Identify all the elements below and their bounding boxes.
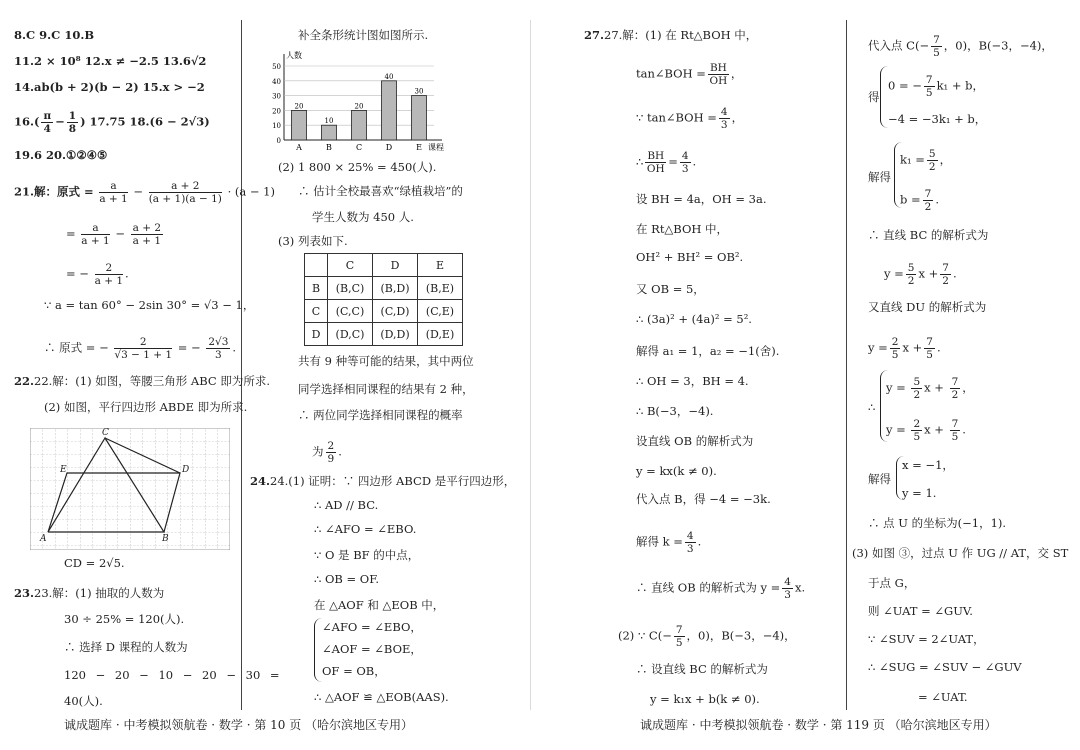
q22-line2: (2) 如图，平行四边形 ABDE 即为所求. [44,400,248,414]
bar-value-D: 40 [384,72,394,81]
s27-r5: ∴ (3a)² + (4a)² = 5². [636,312,752,326]
bar-E [412,96,427,140]
s27-r15: ∴ 设直线 BC 的解析式为 [636,662,768,676]
label-B: B [162,534,169,544]
eq1: 0 = − $\frac{7}{5}$ k₁ + b， [888,74,984,99]
label-D: D [182,465,190,475]
s27-r7: ∴ OH = 3，BH = 4. [636,374,749,388]
footer-right: 诚成题库 · 中考模拟领航卷 · 数学 · 第 119 页 （哈尔滨地区专用） [640,718,997,732]
answers-11-13: 11.2 × 10⁸ 12.x ≠ −2.5 13.6√2 [14,54,207,68]
ratio: ∴ $\frac{BH}{OH}$ = $\frac{4}{3}$ . [636,150,697,175]
x-value: x = −1， [902,458,954,472]
label-A: A [40,534,47,544]
q21-line3: = − $\frac{2}{a + 1}$ . [66,262,129,287]
de: 得 [868,90,880,104]
bc-equation: y = $\frac{5}{2}$ x + $\frac{7}{2}$ . [884,262,957,287]
answers-14-15: 14.ab(b + 2)(b − 2) 15.x > −2 [14,80,205,94]
outcome-table: C D E B (B,C) (B,D) (B,E) C (C,C) (C,D) (C,E) D (D,C) (D,D) (D,E) [304,253,463,346]
solve-label-1: 解得 [868,170,891,184]
bar-B [322,125,337,140]
q23-line1: 23.23.解：(1) 抽取的人数为 [14,586,165,600]
grid-figure [30,428,230,550]
sys-eq2: y = $\frac{2}{5}$ x + $\frac{7}{5}$ . [886,418,966,443]
s27-r13: ∴ 直线 OB 的解析式为 y = $\frac{4}{3}$ x. [636,576,806,601]
u-coords: ∴ 点 U 的坐标为(−1，1). [868,516,1007,530]
cd-length: CD = 2√5. [64,556,125,570]
result-line2: 同学选择相同课程的结果有 2 种， [298,382,474,396]
sys-1: ∠AFO = ∠EBO， [322,620,422,634]
q21-line1: 21.解：原式 = $\frac{a}{a + 1}$ − $\frac{a + 2}{(a + 1)(a - 1)}$ · (a − 1) [14,180,275,205]
s27-r3: OH² + BH² = OB². [636,250,744,264]
q23-part3: (3) 列表如下. [278,234,348,248]
s27-r14: (2) ∵ C(− $\frac{7}{5}$ ，0)，B(−3，−4)， [618,624,796,649]
s27-r16: y = k₁x + b(k ≠ 0). [650,692,760,706]
part3-line6: = ∠UAT. [918,690,968,704]
q27-line1: 27.27.解：(1) 在 Rt△BOH 中， [584,28,758,42]
bar-value-B: 10 [324,117,334,126]
tan-def: tan∠BOH = $\frac{BH}{OH}$ ， [636,62,743,87]
s27-r11: 代入点 B，得 −4 = −3k. [636,492,771,506]
answers-8-10: 8.C 9.C 10.B [14,28,95,42]
label-C: C [102,428,109,438]
q22-line1: 22.22.解：(1) 如图，等腰三角形 ABC 即为所求. [14,374,270,388]
part3-line3: 则 ∠UAT = ∠GUV. [868,604,973,618]
bc-title: ∴ 直线 BC 的解析式为 [868,228,989,242]
q21-line5: ∴ 原式 = − $\frac{2}{√3 - 1 + 1}$ = − $\frac{2√3}{3}$ . [44,336,237,361]
y-tick-label: 50 [272,63,281,71]
bar-value-E: 30 [414,87,424,96]
x-tick-A: A [296,143,302,152]
s27-r9: 设直线 OB 的解析式为 [636,434,754,448]
sub-c-b: 代入点 C(− $\frac{7}{5}$ ，0)，B(−3，−4)， [868,34,1053,59]
x-axis-label: 课程 [428,143,444,152]
q23-part2: (2) 1 800 × 25% = 450(人). [278,160,437,174]
x-tick-D: D [385,143,393,152]
y-tick-label: 0 [276,137,281,145]
eq2: −4 = −3k₁ + b， [888,112,987,126]
q23-estimate: ∴ 估计全校最喜欢“绿植栽培”的 [298,184,463,198]
k1-value: k₁ = $\frac{5}{2}$ ， [900,148,952,173]
label-E: E [60,465,67,475]
proof-2: ∴ ∠AFO = ∠EBO. [314,522,417,536]
s27-r12: 解得 k = $\frac{4}{3}$ . [636,530,702,555]
footer-left: 诚成题库 · 中考模拟领航卷 · 数学 · 第 10 页 （哈尔滨地区专用） [64,718,414,732]
s27-r6: 解得 a₁ = 1，a₂ = −1(舍). [636,344,780,358]
q23-line2: 30 ÷ 25% = 120(人). [64,612,185,626]
y-tick-label: 20 [272,107,281,116]
x-tick-C: C [355,143,363,152]
s27-r1: 设 BH = 4a，OH = 3a. [636,192,767,206]
bar-C [352,110,367,140]
sys-eq1: y = $\frac{5}{2}$ x + $\frac{7}{2}$ ， [886,376,974,401]
y-axis-label: 人数 [286,51,302,60]
bar-A [292,110,307,140]
therefore: ∴ [868,400,876,414]
proof-3: ∵ O 是 BF 的中点， [314,548,420,562]
part3-line5: ∴ ∠SUG = ∠SUV − ∠GUV [868,660,1022,674]
chart-intro: 补全条形统计图如图所示. [298,28,429,42]
q23-estimate-2: 学生人数为 450 人. [312,210,414,224]
part3-line2: 于点 G， [868,576,916,590]
proof-1: ∴ AD // BC. [314,498,379,512]
x-tick-B: B [326,143,332,152]
result-line3: ∴ 两位同学选择相同课程的概率 [298,408,463,422]
s27-r10: y = kx(k ≠ 0). [636,464,717,478]
part3-line4: ∵ ∠SUV = 2∠UAT， [868,632,985,646]
part3-line1: (3) 如图 ③，过点 U 作 UG // AT，交 ST [852,546,1069,560]
proof-6: ∴ △AOF ≌ △EOB(AAS). [314,690,449,704]
bar-D [382,81,397,140]
answers-19-20: 19.6 20.①②④⑤ [14,148,108,162]
probability: 为 $\frac{2}{9}$ . [312,440,342,465]
du-equation: y = $\frac{2}{5}$ x + $\frac{7}{5}$ . [868,336,941,361]
sys-3: OF = OB， [322,664,386,678]
proof-5: 在 △AOF 和 △EOB 中， [314,598,445,612]
proof-4: ∴ OB = OF. [314,572,380,586]
s27-r8: ∴ B(−3，−4). [636,404,714,418]
q23-line3: ∴ 选择 D 课程的人数为 [64,640,188,654]
bar-value-C: 20 [354,102,364,111]
tan-given: ∵ tan∠BOH = $\frac{4}{3}$ ， [636,106,744,131]
result-line1: 共有 9 种等可能的结果，其中两位 [298,354,474,368]
b-value: b = $\frac{7}{2}$ . [900,188,939,213]
y-tick-label: 10 [272,122,281,131]
bar-chart [262,50,452,158]
q24-line1: 24.24.(1) 证明：∵ 四边形 ABCD 是平行四边形， [250,474,516,488]
du-title: 又直线 DU 的解析式为 [868,300,987,314]
solve-label-2: 解得 [868,472,891,486]
q23-line4: 120 − 20 − 10 − 20 − 30 = [64,668,280,682]
y-tick-label: 30 [272,92,281,101]
q21-line4: ∵ a = tan 60° − 2sin 30° = √3 − 1， [44,298,255,312]
x-tick-E: E [416,143,422,152]
answers-16-18: 16.( $\frac{\pi}{4}$ − $\frac{1}{8}$ ) 17.75 18.(6 − 2√3) [14,110,210,135]
q21-line2: = $\frac{a}{a + 1}$ − $\frac{a + 2}{a + 1}$ [66,222,162,247]
s27-r2: 在 Rt△BOH 中， [636,222,729,236]
q23-line5: 40(人). [64,694,103,708]
s27-r4: 又 OB = 5， [636,282,705,296]
sys-2: ∠AOF = ∠BOE， [322,642,422,656]
y-value: y = 1. [902,486,937,500]
bar-value-A: 20 [294,102,304,111]
y-tick-label: 40 [272,77,281,86]
